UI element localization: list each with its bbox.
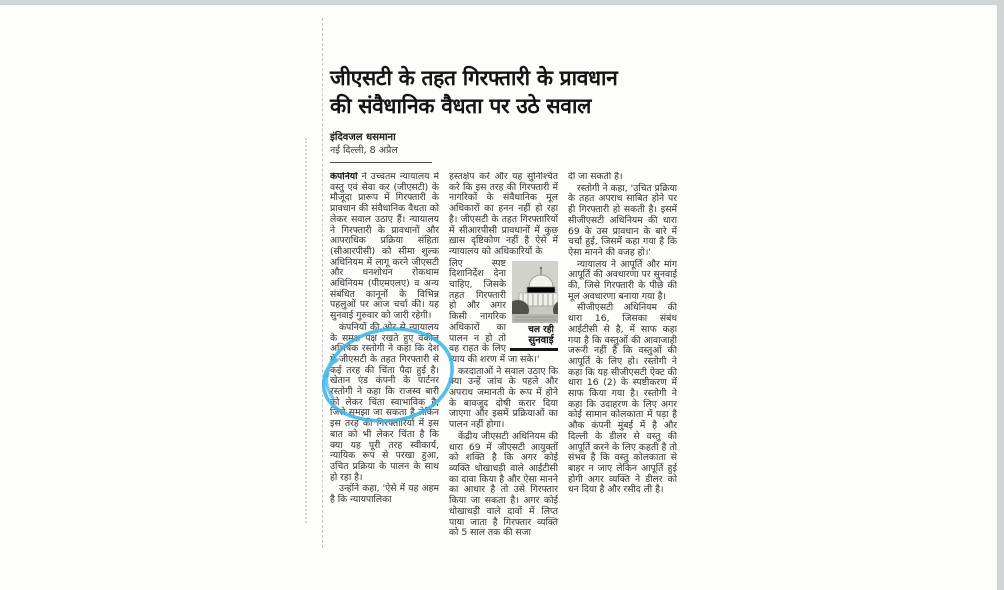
paragraph: करदाताओं ने सवाल उठाए कि क्या उन्हें जांच के पहले और अपराध जमानती के रूप में होने के बावजूद दोषी करार दिया जाएगा और इसमें प्रक्रियाओं का पालन नहीं होगा। [449, 365, 558, 431]
byline-dateline: नई दिल्ली, 8 अप्रैल [330, 145, 398, 156]
newspaper-column-separator [322, 18, 323, 548]
byline [330, 131, 680, 163]
newspaper-article [330, 64, 680, 550]
paragraph [330, 172, 439, 322]
paragraph: लिए स्पष्ट दिशानिर्देश देना चाहिए, जिसके तहत गिरफ्तारी हो और अगर किसी नागरिक अधिकारों का पालन न हो तो वह राहत के लिए न्याय की शरण में जा सके।' [449, 257, 540, 365]
paragraph: कंपनियों की ओर से न्यायालय के समक्ष पक्ष रखते हुए वकील अभिषेक रस्तोगी ने कहा कि देश में जीएसटी के तहत गिरफ्तारी से कई तरह की चिंता पैदा हुई है। खेतान एंड कंपनी के पार्टनर रस्तोगी ने कहा कि राजस्व बारी को लेकर चिंता स्वाभाविक है, जिसे समझा जा सकता है लेकिन इस तरह की गिरफ्तारियों में इस बात को भी लेकर चिंता है कि क्या यह पूरी तरह स्वीकार्य, न्यायिक रूप से परखा हुआ, उचित प्रक्रिया के पालन के साथ हो रहा है। [330, 321, 439, 483]
body-column-2 [449, 172, 558, 550]
lead-word: कंपनियों [330, 172, 358, 182]
byline-rule [330, 162, 432, 163]
paragraph: न्यायालय ने आपूर्ति और मांग आपूर्ति की अवधारणा पर सुनवाई की, जिसे गिरफ्तारी के पीछे की मूल अवधारणा बनाया गया है। [568, 258, 677, 302]
photo-caption-line-2: सुनवाई [528, 334, 554, 346]
byline-author: इंदिवजल धसमाना [330, 132, 396, 143]
headline-line-1: जीएसटी के तहत गिरफ्तारी के प्रावधान [330, 66, 618, 90]
paragraph: हस्तक्षेप करे और यह सुनिश्चित करे कि इस तरह की गिरफ्तारी में नागरिकों के संवैधानिक मूल अधिकारों का हनन नहीं हो रहा है। जीएसटी के तहत गिरफ्तारियों में सीआरपीसी प्रावधानों में कुछ ख़ास दृष्टिकोण नहीं है ऐसे में न्यायालय को अधिकारियों के [449, 172, 558, 257]
paragraph: दी जा सकती है। [568, 172, 623, 182]
paragraph: सीजीएसटी अधिनियम की धारा 16, जिसका संबंध आईटीसी से है, में साफ कहा गया है कि वस्तुओं की आवाजाही जरूरी नहीं है कि वस्तुओं की आपूर्ति के लिए हो। रस्तोगी ने कहा कि यह सीजीएसटी ऐक्ट की धारा 16 (2) के स्पष्टीकरण में साफ किया गया है। रस्तोगी ने कहा कि उदाहरण के लिए अगर कोई सामान कोलकाता में पड़ा है औक कंपनी मुंबई में है और दिल्ली के डीलर से वस्तु की आपूर्ति करने के लिए कहती है तो संभव है कि वस्तु कोलकाता से बाहर न जाए लेकिन आपूर्ति हुई होगी अगर व्यक्ति ने डीलर को धन दिया है और रसीद ली है। [568, 302, 677, 496]
paragraph: रस्तोगी ने कहा, 'उचित प्रक्रिया के तहत अपराध साबित होने पर ही गिरफ्तारी हो सकती है। इसमें सीजीएसटी अधिनियम की धारा 69 के उस प्रावधान के बारे में चर्चा हुई, जिसमें कहा गया है कि ऐसा मानने की वजह हो।' [568, 182, 677, 258]
paragraph-text: ने उच्चतम न्यायालय में वस्तु एवं सेवा कर (जीएसटी) के मौजूदा प्रारूप में गिरफ्तारी के प्रावधान की संवैधानिक वैधता को लेकर सवाल उठाए हैं। न्यायालय ने गिरफ्तारी के प्रावधानों और आपराधिक प्रक्रिया संहिता (सीआरपीसी) को सीमा शुल्क अधिनियम में लागू करने जीएसटी और धनशोधन रोकथाम अधिनियम (पीएमएलए) व अन्य संबंधित कानूनों के विभिन्न पहलुओं पर आज चर्चा की। यह सुनवाई गुरुवार को जारी रहेगी। [330, 172, 439, 322]
photo-block [510, 261, 558, 351]
article-body-columns [330, 172, 678, 550]
scan-remnant-dots [305, 138, 307, 523]
body-column-1 [330, 172, 439, 550]
headline-line-2: की संवैधानिक वैधता पर उठे सवाल [330, 94, 592, 118]
body-column-3 [568, 172, 677, 550]
article-headline [330, 64, 680, 120]
paragraph: केंद्रीय जीएसटी अधिनियम की धारा 69 में जीएसटी आयुक्तों को शक्ति है कि अगर कोई व्यक्ति धोखाधड़ी वाले आईटीसी का दावा किया है और ऐसा मानने का आधार है तो उसे गिरफ्तार किया जा सकता है। अगर कोई धोखाधड़ी वाले दावों में लिप्त पाया जाता है गिरफ्तार व्यक्ति को 5 साल तक की सजा [449, 430, 558, 539]
paragraph: उन्होंने कहा, 'ऐसे में यह अहम है कि न्यायपालिका [330, 483, 439, 506]
photo-caption-line-1: चल रही [528, 324, 554, 335]
caption-rule [510, 348, 558, 351]
supreme-court-photo [512, 261, 558, 323]
window-edge-top [0, 0, 1004, 5]
window-edge-right [997, 0, 1004, 590]
